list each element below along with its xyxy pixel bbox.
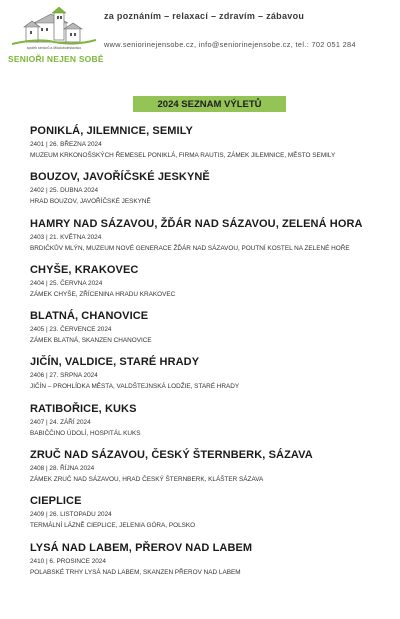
trip-date: 2401 | 26. BŘEZNA 2024 [30, 141, 102, 148]
trip-title: RATIBOŘICE, KUKS [30, 402, 137, 415]
trip-item [30, 449, 395, 495]
trip-description: ZÁMEK ZRUČ NAD SÁZAVOU, HRAD ČESKÝ ŠTERNBERK, KLÁŠTER SÁZAVA [30, 476, 264, 484]
trip-item [30, 264, 395, 310]
trip-title: CIEPLICE [30, 495, 82, 508]
trip-description: POLABSKÉ TRHY LYSÁ NAD LABEM, SKANZEN PŘEROV NAD LABEM [30, 568, 241, 576]
list-title-banner: 2024 SEZNAM VÝLETŮ [133, 96, 286, 112]
trip-description: ZÁMEK BLATNÁ, SKANZEN CHANOVICE [30, 337, 152, 345]
trip-date: 2408 | 28. ŘÍJNA 2024 [30, 465, 95, 473]
trip-item [30, 310, 395, 356]
trip-description: MUZEUM KRKONOŠSKÝCH ŘEMESEL PONIKLÁ, FIRMA RAUTIS, ZÁMEK JILEMNICE, MĚSTO SEMILY [30, 152, 336, 159]
contact-line: www.seniorinejensobe.cz, info@seniorinejensobe.cz, tel.: 702 051 284 [104, 40, 356, 49]
trip-description: TERMÁLNÍ LÁZNĚ CIEPLICE, JELENIA GÓRA, POLSKO [30, 522, 196, 530]
trip-description: JIČÍN – PROHLÍDKA MĚSTA, VALDŠTEJNSKÁ LODŽIE, STARÉ HRADY [30, 383, 240, 391]
trip-title: ZRUČ NAD SÁZAVOU, ČESKÝ ŠTERNBERK, SÁZAVA [30, 449, 313, 462]
trip-title: PONIKLÁ, JILEMNICE, SEMILY [30, 125, 193, 137]
castle-logo-icon [8, 6, 100, 46]
trip-list [30, 125, 395, 588]
trip-date: 2403 | 21. KVĚTNA 2024 [30, 233, 102, 241]
logo-org-text: spolek seniorů a Mladoboleslavsko [26, 46, 82, 50]
trip-title: HAMRY NAD SÁZAVOU, ŽĎÁR NAD SÁZAVOU, ZELENÁ HORA [30, 217, 363, 230]
trip-date: 2409 | 26. LISTOPADU 2024 [30, 511, 112, 519]
trip-item [30, 403, 395, 449]
logo [8, 6, 104, 64]
trip-date: 2402 | 25. DUBNA 2024 [30, 187, 99, 195]
trip-item [30, 542, 395, 588]
trip-item [30, 495, 395, 541]
trip-description: BABIČČINO ÚDOLÍ, HOSPITÁL KUKS [30, 429, 141, 437]
trip-date: 2405 | 23. ČERVENCE 2024 [30, 326, 112, 334]
trip-description: BRDIČKŮV MLÝN, MUZEUM NOVÉ GENERACE ŽĎÁR NAD SÁZAVOU, POUTNÍ KOSTEL NA ZELENÉ HOŘE [30, 244, 350, 252]
trip-title: LYSÁ NAD LABEM, PŘEROV NAD LABEM [30, 541, 253, 554]
trip-item [30, 218, 395, 264]
trip-title: JIČÍN, VALDICE, STARÉ HRADY [30, 356, 200, 369]
trip-description: ZÁMEK CHYŠE, ZŘÍCENINA HRADU KRAKOVEC [30, 290, 176, 298]
trip-description: HRAD BOUZOV, JAVOŘÍČSKÉ JESKYNĚ [30, 198, 151, 206]
trip-item [30, 125, 395, 171]
trip-item [30, 171, 395, 217]
trip-date: 2410 | 6. PROSINCE 2024 [30, 557, 106, 565]
logo-name: SENIOŘI NEJEN SOBĚ [8, 54, 104, 64]
trip-date: 2407 | 24. ZÁŘÍ 2024 [30, 418, 91, 426]
trip-date: 2404 | 25. ČERVNA 2024 [30, 279, 103, 287]
trip-date: 2406 | 27. SRPNA 2024 [30, 372, 98, 380]
trip-title: BOUZOV, JAVOŘÍČSKÉ JESKYNĚ [30, 171, 210, 184]
trip-title: BLATNÁ, CHANOVICE [30, 310, 149, 323]
trip-title: CHYŠE, KRAKOVEC [30, 263, 139, 276]
trip-item [30, 356, 395, 402]
tagline: za poznáním – relaxací – zdravím – zábavou [104, 11, 305, 21]
